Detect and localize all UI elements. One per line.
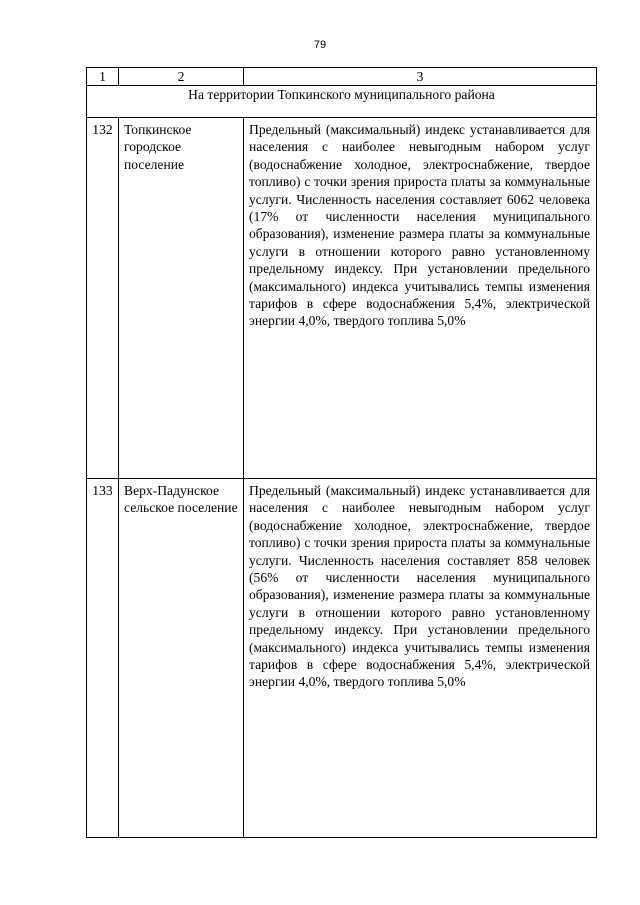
settlement-name: Топкинское городское поселение — [119, 118, 244, 479]
row-number: 133 — [87, 479, 119, 838]
table-row — [87, 479, 597, 838]
section-title: На территории Топкинского муниципального района — [87, 86, 597, 118]
table-row — [87, 118, 597, 479]
header-col-3: 3 — [244, 68, 597, 86]
row-description: Предельный (максимальный) индекс устанавливается для населения с наиболее невыгодным набором услуг (водоснабжение холодное, электроснабжение, твердое топливо) с точки зрения прироста платы за коммунальные услуги. Численность населения составляет 6062 человека (17% от численности населения муниципального образования), изменение размера платы за коммунальные услуги в отношении которого равно установленному предельному индексу. При установлении предельного (максимального) индекса учитывались темпы изменения тарифов в сфере водоснабжения 5,4%, электрической энергии 4,0%, твердого топлива 5,0% — [244, 118, 597, 479]
section-row — [87, 86, 597, 118]
header-col-2: 2 — [119, 68, 244, 86]
header-col-1: 1 — [87, 68, 119, 86]
row-description: Предельный (максимальный) индекс устанавливается для населения с наиболее невыгодным набором услуг (водоснабжение холодное, электроснабжение, твердое топливо) с точки зрения прироста платы за коммунальные услуги. Численность населения составляет 858 человек (56% от численности населения муниципального образования), изменение размера платы за коммунальные услуги в отношении которого равно установленному предельному индексу. При установлении предельного (максимального) индекса учитывались темпы изменения тарифов в сфере водоснабжения 5,4%, электрической энергии 4,0%, твердого топлива 5,0% — [244, 479, 597, 838]
page-number: 79 — [313, 39, 327, 51]
table-header-row — [87, 68, 597, 86]
row-number: 132 — [87, 118, 119, 479]
tariff-table — [86, 67, 597, 838]
settlement-name: Верх-Падунское сельское поселение — [119, 479, 244, 838]
